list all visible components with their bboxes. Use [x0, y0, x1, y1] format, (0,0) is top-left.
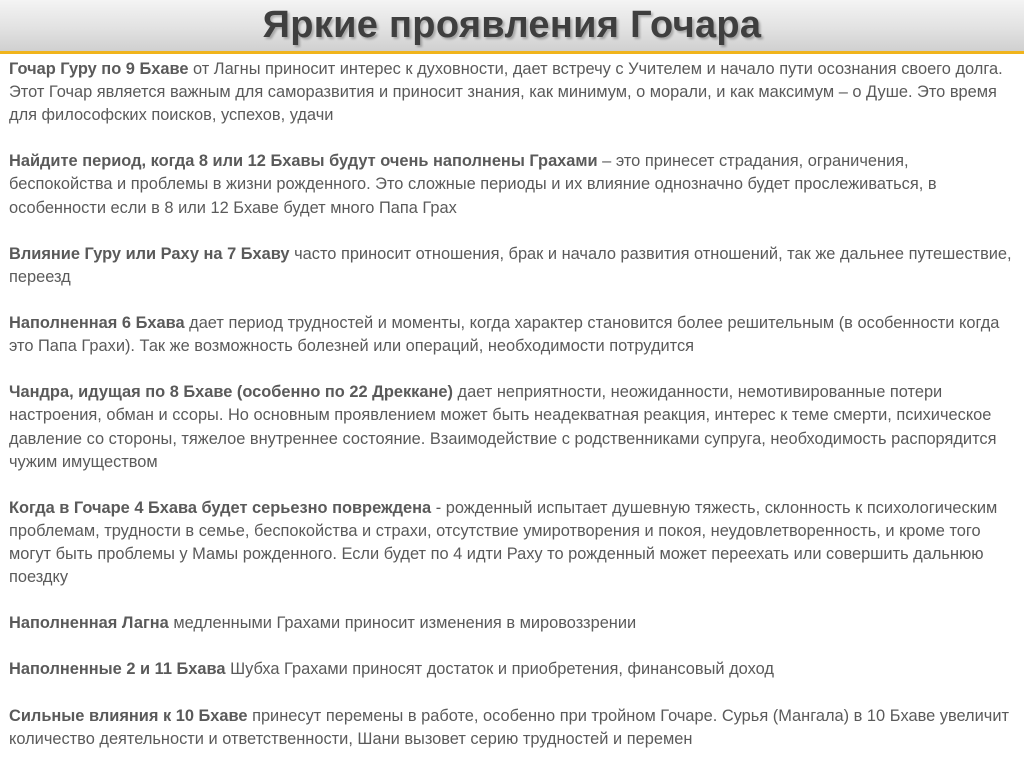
paragraph-lead: Гочар Гуру по 9 Бхаве: [9, 60, 189, 78]
paragraph-lead: Чандра, идущая по 8 Бхаве (особенно по 22 Дреккане): [9, 383, 453, 402]
paragraph-lagna: [9, 612, 1015, 635]
paragraph-lead: Сильные влияния к 10 Бхаве: [9, 706, 248, 725]
paragraph-2-11-bhava: [9, 658, 1015, 681]
paragraph-text: от Лагны приносит интерес к духовности, дает встречу с Учителем и начало пути осознания своего долга. Этот Гочар является важным для саморазвития и приносит знания, как минимум, о морали, и как максимум – о Душе. Это время для философских поисков, успехов, удачи: [9, 60, 1003, 125]
paragraph-lead: Когда в Гочаре 4 Бхава будет серьезно повреждена: [9, 498, 432, 517]
paragraph-text: дает неприятности, неожиданности, немотивированные потери настроения, обман и ссоры. Но основным проявлением может быть неадекватная реакция, интерес к теме смерти, психическое давление со стороны, тяжелое внутреннее состояние. Взаимодействие с родственниками супруга, необходимость распорядится чужим имуществом: [9, 383, 997, 471]
paragraph-lead: Наполненные 2 и 11 Бхава: [9, 660, 226, 679]
paragraph-text: принесут перемены в работе, особенно при тройном Гочаре. Сурья (Мангала) в 10 Бхаве увеличит количество деятельности и ответственности, Шани вызовет серию трудностей и перемен: [9, 706, 1009, 748]
paragraph-text: медленными Грахами приносит изменения в мировоззрении: [168, 614, 637, 633]
slide-body: [9, 58, 1015, 751]
paragraph-lead: Найдите период, когда 8 или 12 Бхавы будут очень наполнены Грахами: [9, 152, 598, 171]
paragraph-6-bhava: [9, 312, 1015, 358]
title-accent-rule: [0, 51, 1024, 54]
paragraph-8-12-bhava: [9, 150, 1015, 219]
paragraph-guru-9-bhava: [9, 58, 1015, 127]
paragraph-text: – это принесет страдания, ограничения, беспокойства и проблемы в жизни рожденного. Это сложные периоды и их влияние однозначно будет прослеживаться, в особенности если в 8 или 12 Бхаве будет много Папа Грах: [9, 152, 937, 217]
paragraph-chandra-8-bhava: [9, 381, 1015, 473]
paragraph-text: Шубха Грахами приносят достаток и приобретения, финансовый доход: [225, 660, 774, 679]
paragraph-lead: Наполненная Лагна: [9, 614, 169, 633]
paragraph-7-bhava: [9, 243, 1015, 289]
paragraph-4-bhava: [9, 497, 1015, 589]
paragraph-text: - рожденный испытает душевную тяжесть, склонность к психологическим проблемам, трудности в семье, беспокойства и страхи, отсутствие умиротворения и покоя, неудовлетворенность, и кроме того могут быть проблемы у Мамы рожденного. Если будет по 4 идти Раху то рожденный может переехать или совершить дальнюю поездку: [9, 498, 998, 587]
paragraph-text: дает период трудностей и моменты, когда характер становится более решительным (в особенности когда это Папа Грахи). Так же возможность болезней или операций, необходимости потрудится: [9, 314, 1000, 356]
slide-title: Яркие проявления Гочара: [262, 4, 762, 46]
paragraph-lead: Наполненная 6 Бхава: [9, 314, 185, 333]
paragraph-lead: Влияние Гуру или Раху на 7 Бхаву: [9, 244, 290, 263]
paragraph-10-bhava: [9, 705, 1015, 751]
paragraph-text: часто приносит отношения, брак и начало развития отношений, так же дальнее путешествие, переезд: [9, 244, 1012, 286]
